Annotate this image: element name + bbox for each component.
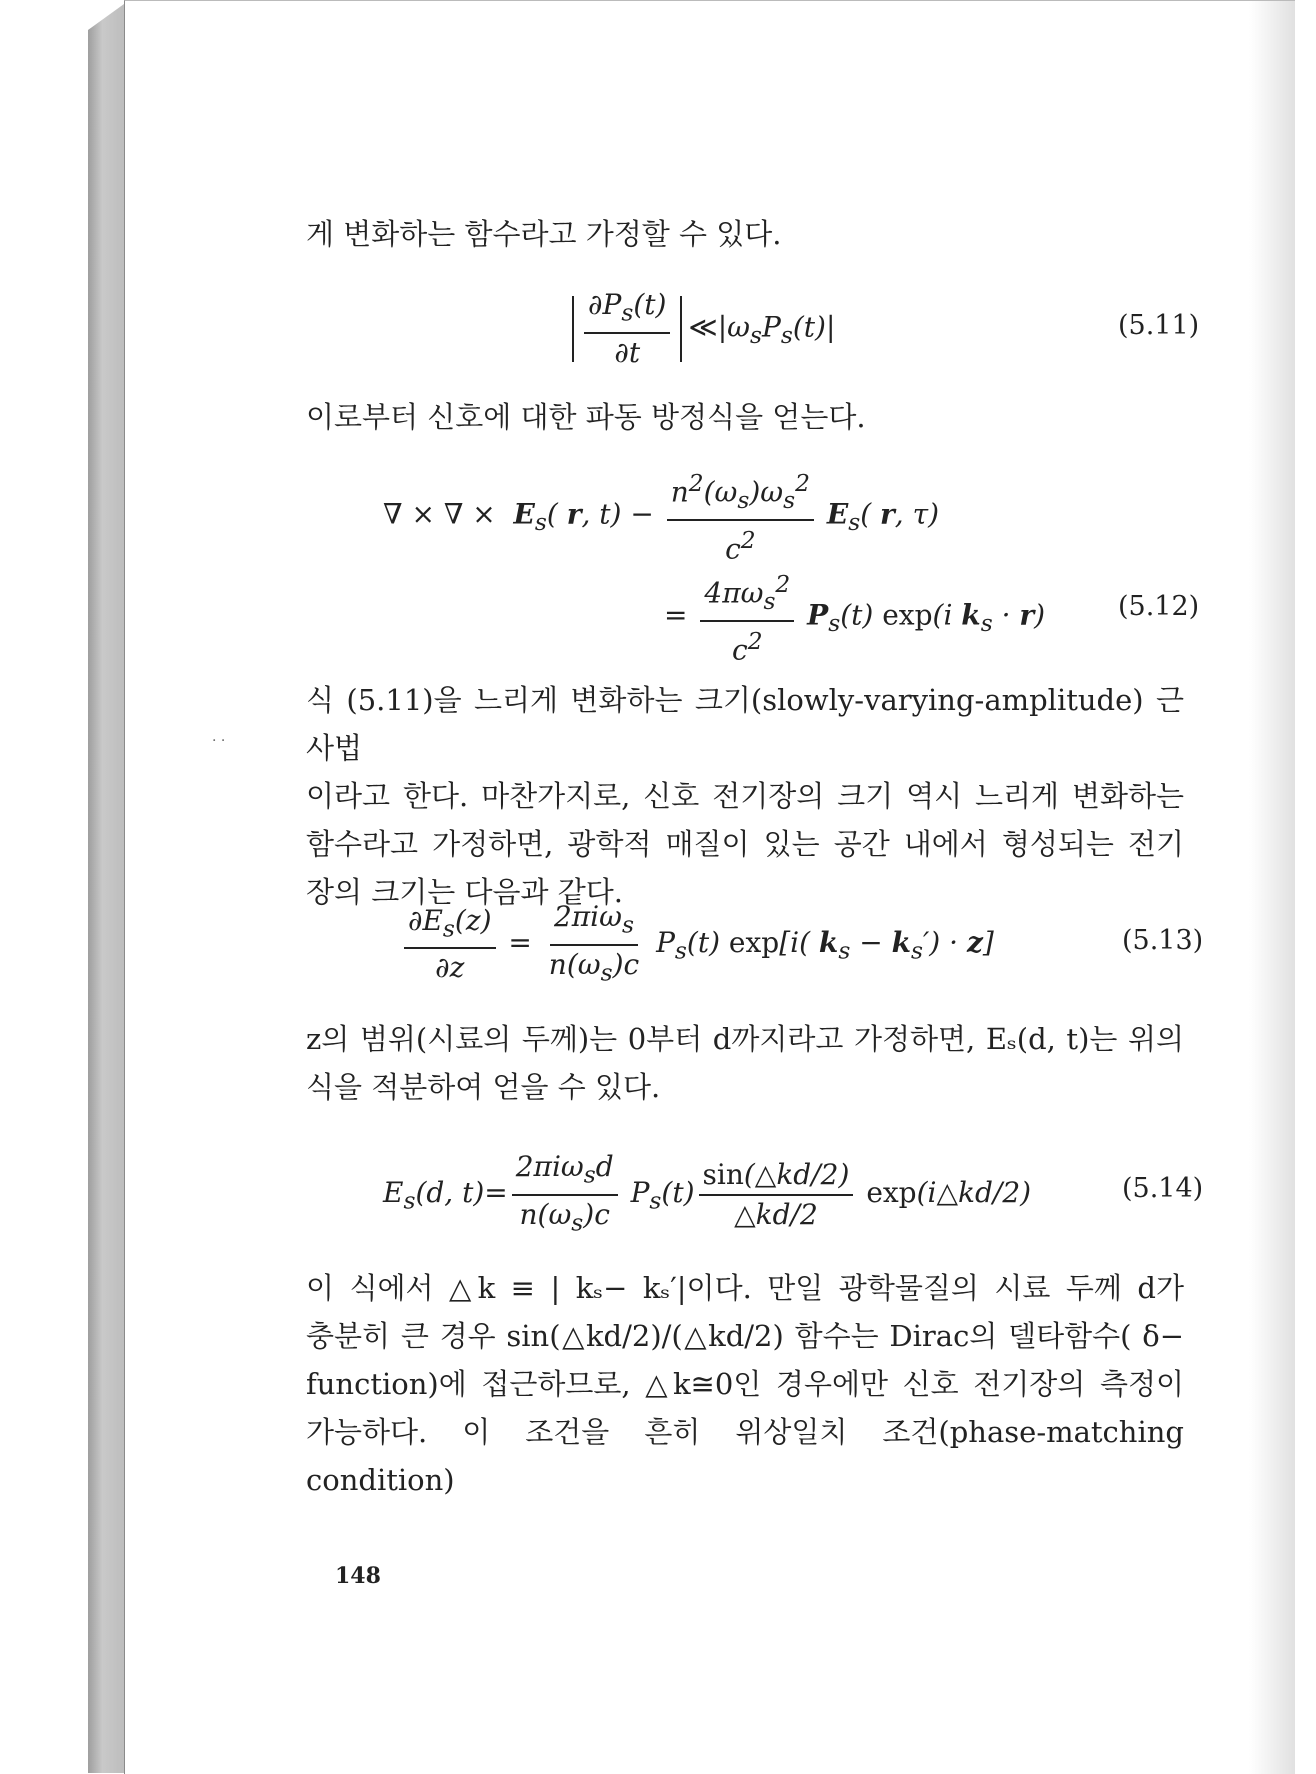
text-line-intro: 게 변화하는 함수라고 가정할 수 있다. (306, 217, 782, 251)
paragraph-svea (306, 676, 1184, 916)
margin-dots: · · (212, 733, 226, 749)
equation-number-5-14: (5.14) (1122, 1173, 1204, 1204)
page-number: 148 (335, 1563, 381, 1589)
page-shadow (1249, 1, 1295, 1774)
equation-5-14: $E_s(d$, t)= $\frac{2\pi i\omega_sd}{n(\omega_s)c}$ $P_s(t)$ $\frac{\sin(\triangle kd/2)}{\triangle kd/2}$ exp(i△kd/2) (383, 1150, 1032, 1237)
book-spine-edge (88, 4, 124, 1773)
paragraph-svea-line: 함수라고 가정하면, 광학적 매질이 있는 공간 내에서 형성되는 전기 (306, 827, 1184, 861)
paragraph-svea-line: 식 (5.11)을 느리게 변화하는 크기(slowly-varying-amplitude) 근사법 (306, 683, 1184, 765)
paragraph-phase-line: 가능하다. 이 조건을 흔히 위상일치 조건(phase-matching condition) (306, 1415, 1184, 1497)
equation-5-12-lhs: ∇ × ∇ × $E_s$( r, t) − $\frac{n^2(\omega_s)\omega_s^2}{c^2}$ $E_s$( r, τ) (383, 466, 939, 566)
paragraph-svea-line: 장의 크기는 다음과 같다. (306, 875, 624, 909)
equation-5-11: $\frac{\partial P_s(t)}{\partial t}$ $≪|\omega_sP_s(t)|$ (566, 288, 835, 370)
equation-number-5-13: (5.13) (1122, 925, 1204, 956)
equation-5-12-rhs: = $\frac{4\pi\omega_s^2}{c^2}$ $P_s(t)$ exp(i $k_s \cdot r$) (664, 567, 1045, 667)
paragraph-svea-line: 이라고 한다. 마찬가지로, 신호 전기장의 크기 역시 느리게 변화하는 (306, 779, 1184, 813)
paragraph-z-line: 식을 적분하여 얻을 수 있다. (306, 1070, 661, 1104)
equation-5-13: $\frac{\partial E_s(z)}{\partial z}$ = $\frac{2\pi i\omega_s}{n(\omega_s)c}$ $P_s(t)$ exp[i( $k_s - k_s') \cdot z$] (400, 900, 994, 989)
paragraph-phase-matching (306, 1264, 1184, 1504)
paragraph-phase-line: 충분히 큰 경우 sin(△kd/2)/(△kd/2) 함수는 Dirac의 델타함수( δ− (306, 1319, 1184, 1353)
paragraph-phase-line: function)에 접근하므로, △k≅0인 경우에만 신호 전기장의 측정이 (306, 1367, 1184, 1401)
text-line-wave-equation: 이로부터 신호에 대한 파동 방정식을 얻는다. (306, 400, 866, 434)
paragraph-phase-line: 이 식에서 △k ≡ | kₛ− kₛ′|이다. 만일 광학물질의 시료 두께 d가 (306, 1271, 1184, 1305)
equation-number-5-11: (5.11) (1118, 310, 1200, 341)
equation-number-5-12: (5.12) (1118, 591, 1200, 622)
paragraph-z-range (306, 1015, 1184, 1111)
paragraph-z-line: z의 범위(시료의 두께)는 0부터 d까지라고 가정하면, Eₛ(d, t)는 위의 (306, 1022, 1184, 1056)
